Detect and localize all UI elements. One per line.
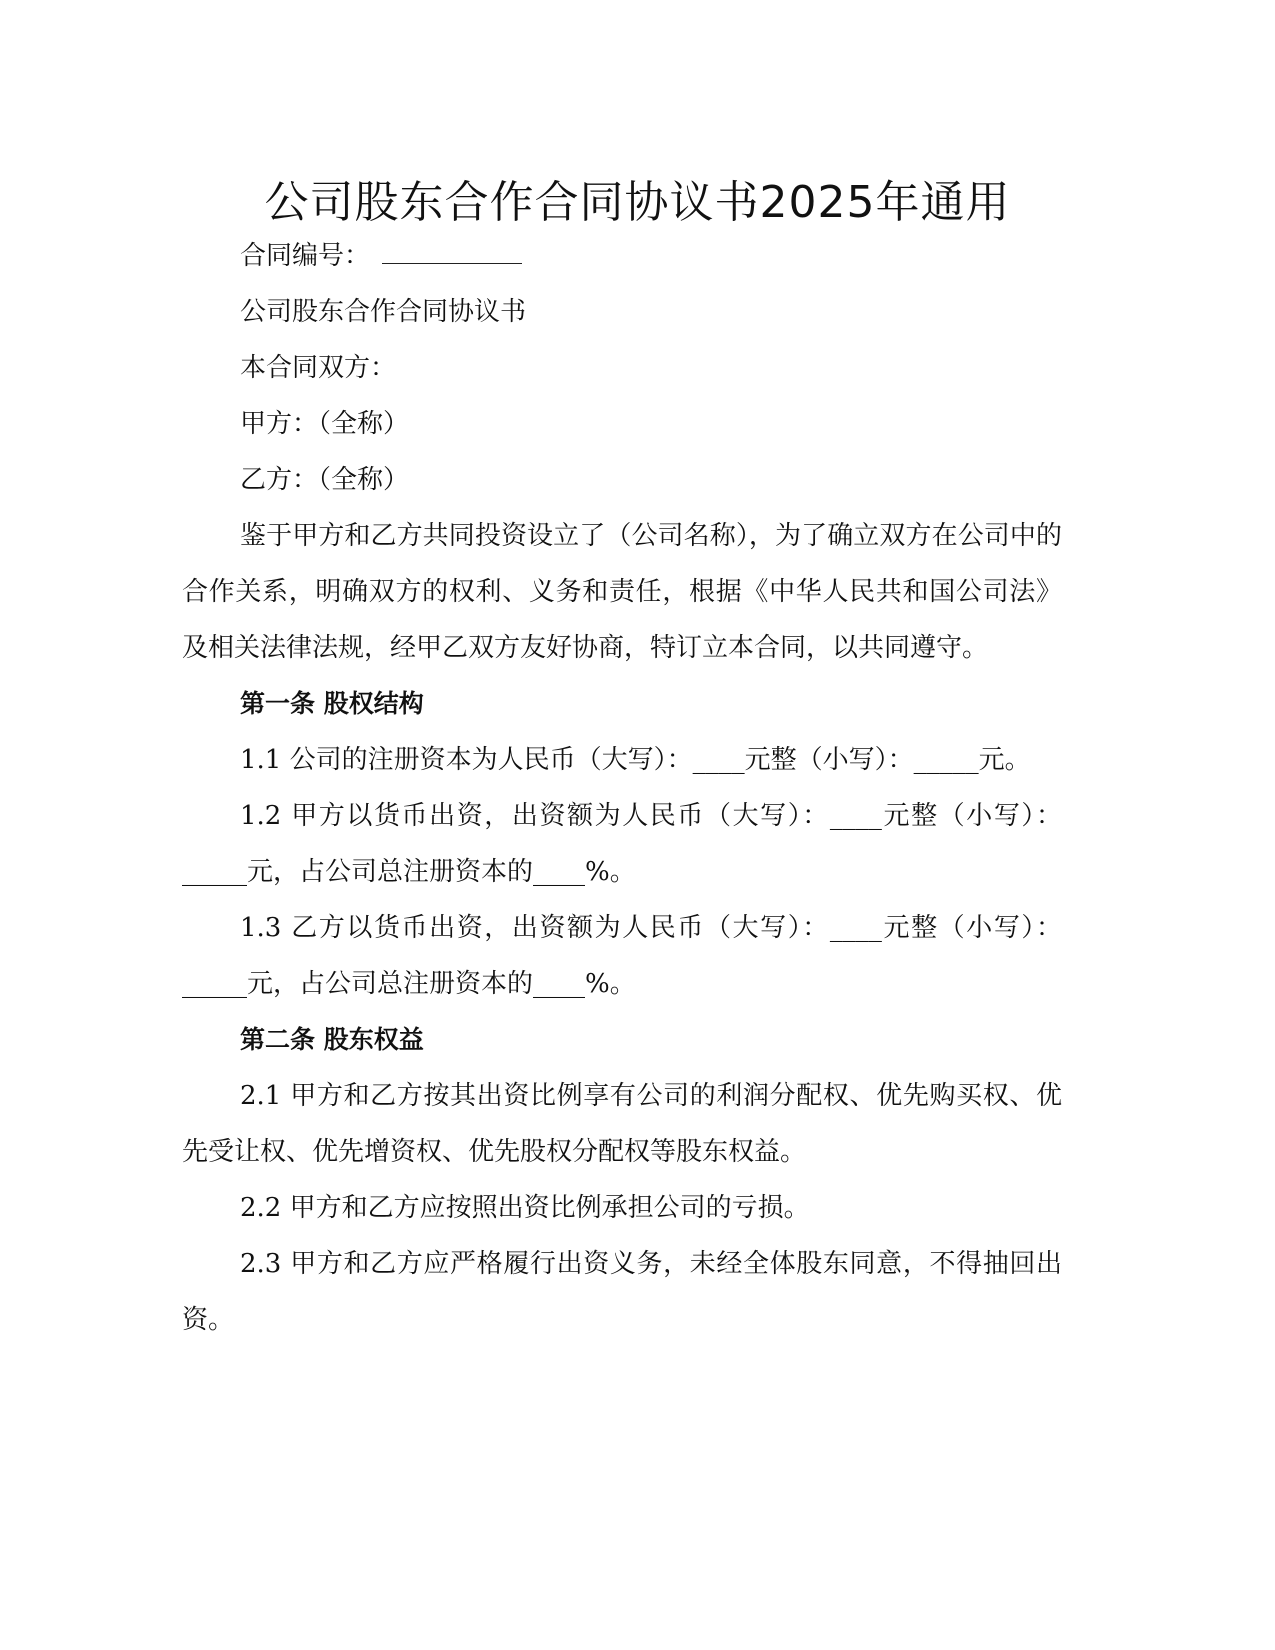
clause-2-3: 2.3 甲方和乙方应严格履行出资义务，未经全体股东同意，不得抽回出资。 [182, 1249, 1062, 1335]
document-body [182, 228, 1062, 1348]
contract-number-label: 合同编号： [240, 241, 371, 271]
clause-2-2: 2.2 甲方和乙方应按照出资比例承担公司的亏损。 [240, 1193, 810, 1223]
party-b: 乙方：（全称） [240, 465, 410, 495]
section-heading-1: 第一条 股权结构 [240, 689, 424, 718]
contract-number-line [182, 228, 1062, 284]
document-subtitle: 公司股东合作合同协议书 [240, 297, 527, 327]
clause-1-1: 1.1 公司的注册资本为人民币（大写）：____元整（小写）：_____元。 [240, 745, 1031, 775]
contract-number-blank [382, 241, 522, 264]
party-a: 甲方：（全称） [240, 409, 410, 439]
section-heading-2: 第二条 股东权益 [240, 1025, 424, 1054]
clause-1-2: 1.2 甲方以货币出资，出资额为人民币（大写）：____元整（小写）：_____元，占公司总注册资本的____%。 [182, 801, 1062, 887]
clause-1-3: 1.3 乙方以货币出资，出资额为人民币（大写）：____元整（小写）：_____元，占公司总注册资本的____%。 [182, 913, 1062, 999]
parties-label: 本合同双方： [240, 353, 397, 383]
clause-2-1: 2.1 甲方和乙方按其出资比例享有公司的利润分配权、优先购买权、优先受让权、优先增资权、优先股权分配权等股东权益。 [182, 1081, 1062, 1167]
document-title: 公司股东合作合同协议书2025年通用 [264, 177, 1011, 229]
preamble-paragraph: 鉴于甲方和乙方共同投资设立了（公司名称），为了确立双方在公司中的合作关系，明确双方的权利、义务和责任，根据《中华人民共和国公司法》及相关法律法规，经甲乙双方友好协商，特订立本合同，以共同遵守。 [182, 521, 1062, 663]
